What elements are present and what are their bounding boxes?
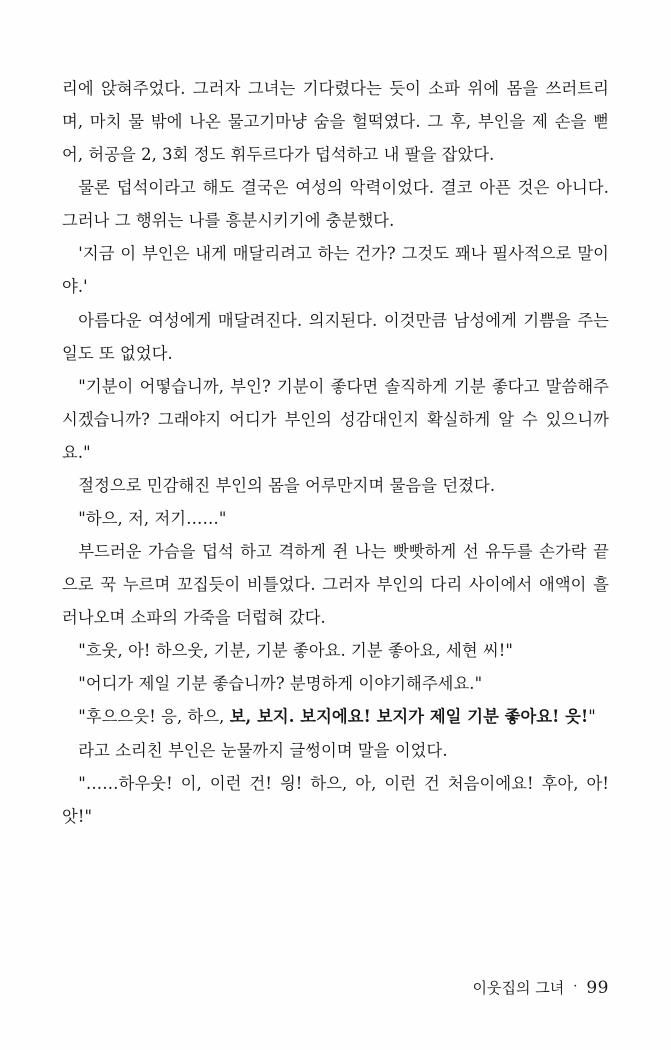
footer-book-title: 이웃집의 그녀 bbox=[472, 979, 565, 997]
paragraph: 리에 앉혀주었다. 그러자 그녀는 기다렸다는 듯이 소파 위에 몸을 쓰러트리며, 마치 물 밖에 나온 물고기마냥 숨을 헐떡였다. 그 후, 부인을 제 손을 뻗어, 허공을 2, 3회 정도 휘두르다가 덥석하고 내 팔을 잡았다. bbox=[62, 79, 609, 165]
plain-text: " bbox=[588, 707, 596, 727]
emphasized-text: 보, 보지. 보지에요! 보지가 제일 기분 좋아요! 읏! bbox=[229, 707, 589, 727]
paragraph: "……하우웃! 이, 이런 건! 읭! 하으, 아, 이런 건 처음이에요! 후아, 아! 앗!" bbox=[62, 773, 609, 826]
paragraph: 절정으로 민감해진 부인의 몸을 어루만지며 물음을 던졌다. bbox=[78, 475, 496, 495]
paragraph: "기분이 어떻습니까, 부인? 기분이 좋다면 솔직하게 기분 좋다고 말씀해주시겠습니까? 그래야지 어디가 부인의 성감대인지 확실하게 알 수 있으니까요." bbox=[62, 376, 609, 462]
page-body bbox=[62, 72, 609, 833]
page-footer bbox=[473, 977, 610, 998]
paragraph: 부드러운 가슴을 덥석 하고 격하게 쥔 나는 빳빳하게 선 유두를 손가락 끝으로 꾹 누르며 꼬집듯이 비틀었다. 그러자 부인의 다리 사이에서 애액이 흘러나오며 소파의 가죽을 더럽혀 갔다. bbox=[62, 542, 609, 628]
plain-text: "후으으읏! 응, 하으, bbox=[78, 707, 230, 727]
footer-separator: · bbox=[573, 979, 578, 994]
paragraph: 아름다운 여성에게 매달려진다. 의지된다. 이것만큼 남성에게 기쁨을 주는 일도 또 없었다. bbox=[62, 310, 609, 363]
page-number: 99 bbox=[586, 977, 609, 998]
paragraph: "하으, 저, 저기……" bbox=[78, 509, 227, 529]
paragraph-emphasized bbox=[62, 700, 609, 733]
paragraph: "흐웃, 아! 하으웃, 기분, 기분 좋아요. 기분 좋아요, 세현 씨!" bbox=[78, 641, 513, 661]
paragraph: 라고 소리친 부인은 눈물까지 글썽이며 말을 이었다. bbox=[78, 740, 448, 760]
paragraph: 물론 덥석이라고 해도 결국은 여성의 악력이었다. 결코 아픈 것은 아니다. 그러나 그 행위는 나를 흥분시키기에 충분했다. bbox=[62, 178, 609, 231]
paragraph: "어디가 제일 기분 좋습니까? 분명하게 이야기해주세요." bbox=[78, 674, 483, 694]
paragraph: '지금 이 부인은 내게 매달리려고 하는 건가? 그것도 꽤나 필사적으로 말이야.' bbox=[62, 244, 609, 297]
